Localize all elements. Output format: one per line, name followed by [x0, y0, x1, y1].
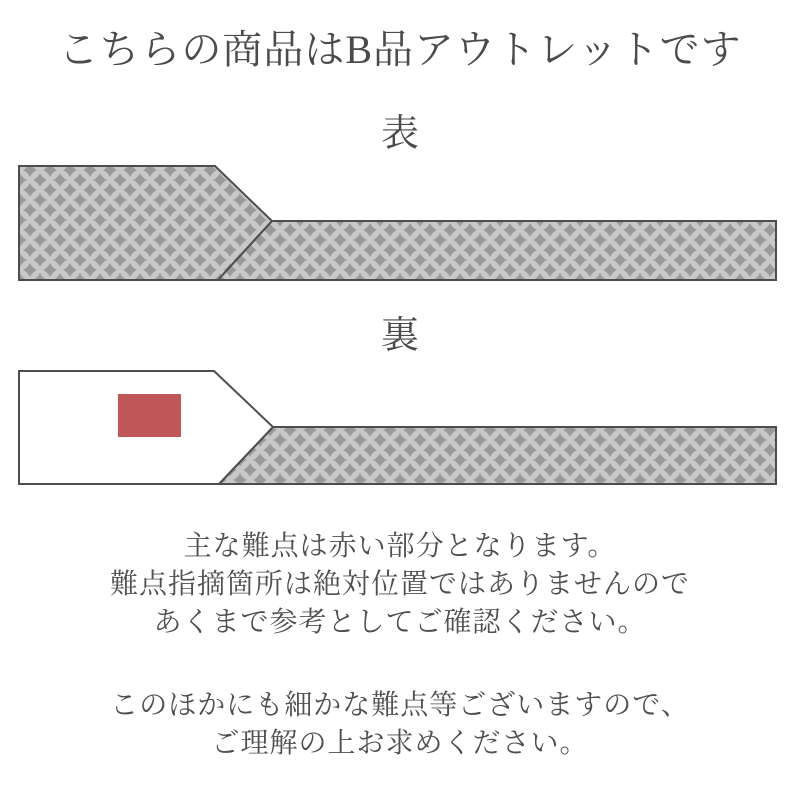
additional-defect-note — [0, 687, 800, 763]
note-line: 主な難点は赤い部分となります。 — [183, 531, 617, 562]
back-tie-tail — [219, 427, 776, 484]
note-line: 難点指摘箇所は絶対位置ではありませんので — [109, 569, 690, 600]
front-side-label: 表 — [380, 113, 419, 155]
note-line: あくまで参考としてご確認ください。 — [153, 607, 647, 638]
front-tie-tail — [218, 221, 776, 280]
main-defect-note — [0, 528, 800, 642]
page-title: こちらの商品はB品アウトレットです — [58, 27, 742, 72]
note-line: ご理解の上お求めください。 — [211, 728, 589, 759]
note-line: このほかにも細かな難点等ございますので、 — [110, 690, 690, 721]
back-side-label: 裏 — [380, 315, 419, 357]
defect-marker — [118, 394, 181, 437]
back-tie-diagram — [0, 360, 800, 500]
front-tie-diagram — [0, 155, 800, 295]
